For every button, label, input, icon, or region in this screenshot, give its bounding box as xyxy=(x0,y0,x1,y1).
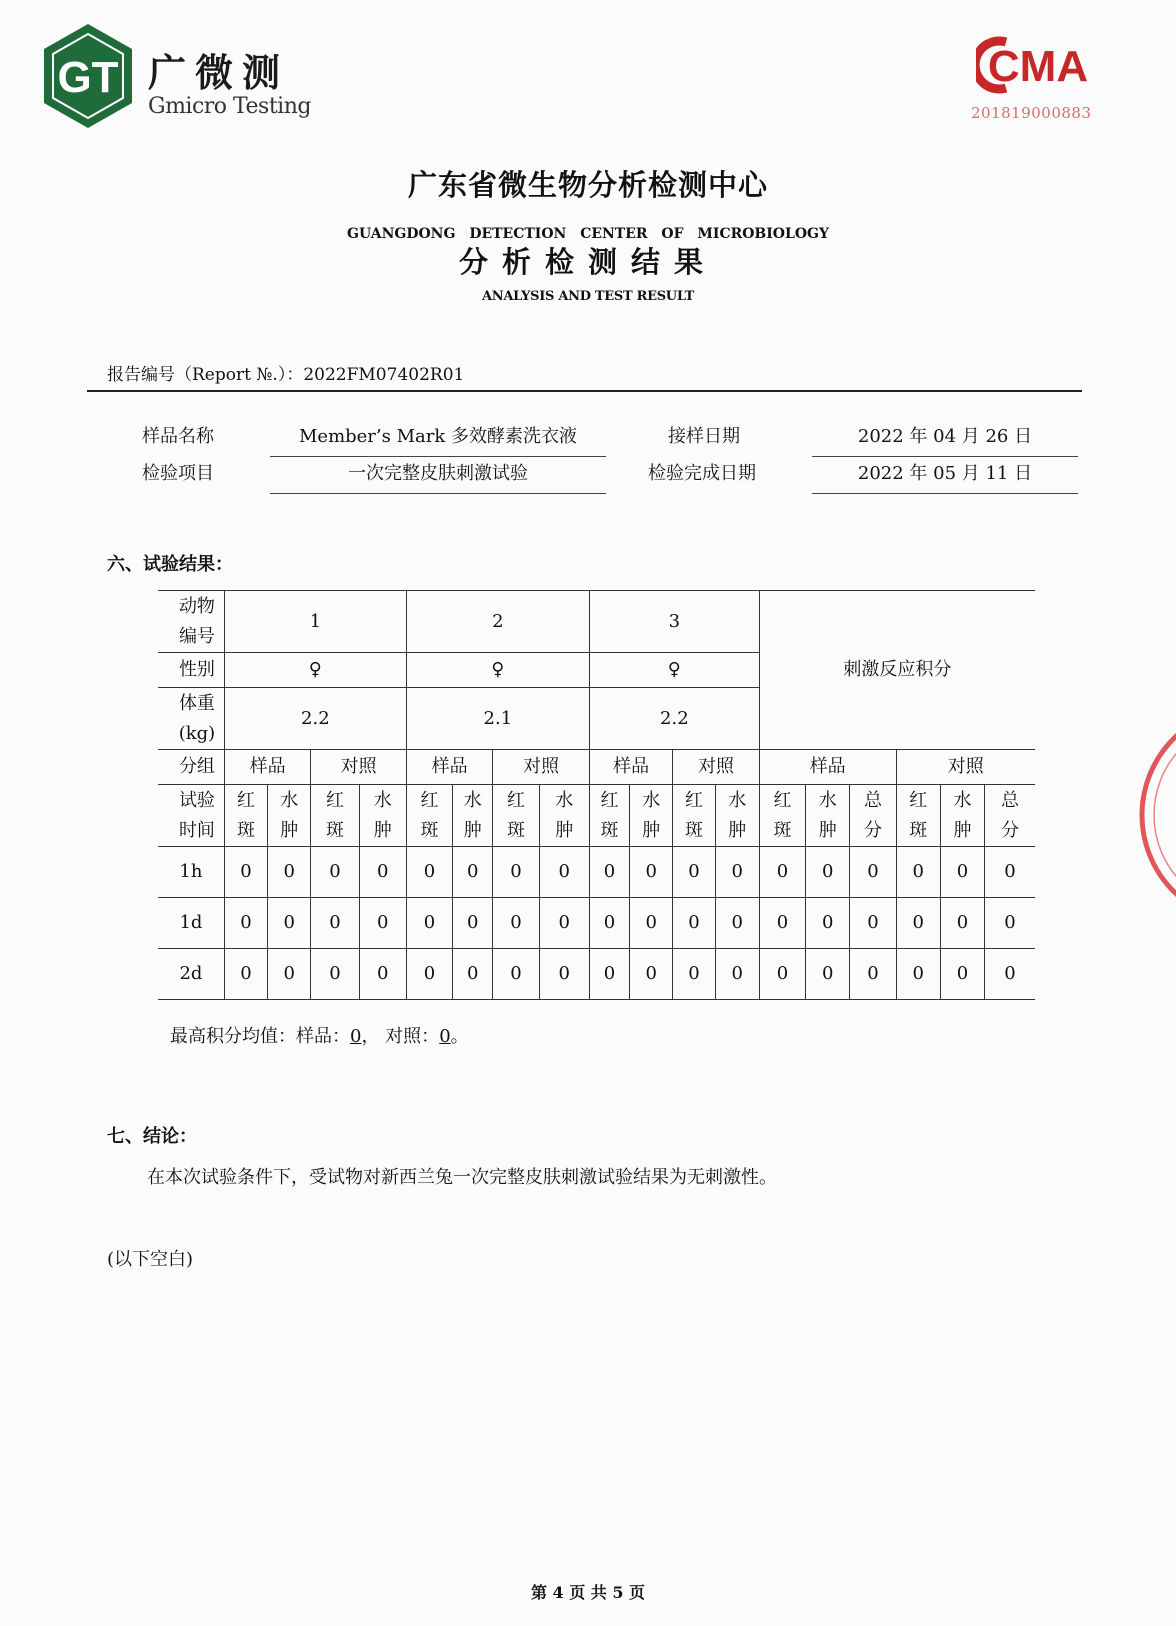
score-cell: 0 xyxy=(311,898,359,949)
score-cell: 0 xyxy=(759,847,805,898)
weight-cell: 2.2 xyxy=(589,688,759,750)
red-seal-stamp xyxy=(1120,700,1176,930)
seal-icon xyxy=(1120,700,1176,930)
score-cell: 0 xyxy=(985,949,1035,1000)
max-score-line xyxy=(170,1022,469,1048)
sample-name-value: Member’s Mark 多效酵素洗衣液 xyxy=(270,422,606,457)
score-cell: 0 xyxy=(673,898,715,949)
score-cell: 0 xyxy=(850,847,896,898)
score-cell: 0 xyxy=(850,898,896,949)
animal-no-cell: 3 xyxy=(589,591,759,653)
erythema-label: 红 斑 xyxy=(406,785,452,847)
score-cell: 0 xyxy=(806,949,850,1000)
max-score-mid: ， 对照： xyxy=(361,1026,440,1047)
group-control: 对照 xyxy=(311,750,407,785)
document-title-en: ANALYSIS AND TEST RESULT xyxy=(482,289,694,304)
conclusion-text: 在本次试验条件下，受试物对新西兰兔一次完整皮肤刺激试验结果为无刺激性。 xyxy=(147,1167,777,1188)
weight-label: 体重 (kg) xyxy=(158,688,224,750)
max-score-control: 0 xyxy=(439,1026,451,1047)
time-cell: 1d xyxy=(158,898,224,949)
score-cell: 0 xyxy=(673,949,715,1000)
report-number-label: 报告编号（Report №.）： xyxy=(107,365,304,385)
group-sample: 样品 xyxy=(759,750,896,785)
score-cell: 0 xyxy=(896,898,940,949)
test-item-value: 一次完整皮肤刺激试验 xyxy=(270,459,606,494)
cma-logo-text: CMA xyxy=(987,42,1088,91)
score-cell: 0 xyxy=(493,949,539,1000)
edema-label: 水 肿 xyxy=(453,785,493,847)
max-score-sample: 0 xyxy=(350,1026,362,1047)
edema-label: 水 肿 xyxy=(715,785,759,847)
score-cell: 0 xyxy=(896,847,940,898)
score-cell: 0 xyxy=(539,949,589,1000)
group-label: 分组 xyxy=(158,750,224,785)
results-heading: 六、试验结果： xyxy=(107,554,233,575)
center-title-en: GUANGDONG DETECTION CENTER OF MICROBIOLOGY xyxy=(347,226,829,242)
score-cell: 0 xyxy=(406,847,452,898)
subheader-row xyxy=(158,785,1035,847)
score-cell: 0 xyxy=(539,898,589,949)
sample-name-label: 样品名称 xyxy=(142,426,214,447)
score-cell: 0 xyxy=(850,949,896,1000)
weight-cell: 2.2 xyxy=(224,688,406,750)
edema-label: 水 肿 xyxy=(806,785,850,847)
score-cell: 0 xyxy=(359,898,406,949)
score-cell: 0 xyxy=(493,898,539,949)
gender-cell: ♀ xyxy=(224,653,406,688)
gender-cell: ♀ xyxy=(589,653,759,688)
score-cell: 0 xyxy=(896,949,940,1000)
score-cell: 0 xyxy=(359,847,406,898)
time-cell: 1h xyxy=(158,847,224,898)
total-label: 总 分 xyxy=(985,785,1035,847)
score-cell: 0 xyxy=(985,847,1035,898)
animal-no-cell: 2 xyxy=(406,591,589,653)
max-score-end: 。 xyxy=(450,1026,469,1047)
group-control: 对照 xyxy=(673,750,759,785)
score-cell: 0 xyxy=(268,898,311,949)
score-cell: 0 xyxy=(630,847,673,898)
score-cell: 0 xyxy=(985,898,1035,949)
time-label: 试验 时间 xyxy=(158,785,224,847)
score-cell: 0 xyxy=(406,898,452,949)
cma-mark xyxy=(968,34,1098,124)
weight-cell: 2.1 xyxy=(406,688,589,750)
score-cell: 0 xyxy=(453,847,493,898)
score-cell: 0 xyxy=(453,898,493,949)
edema-label: 水 肿 xyxy=(630,785,673,847)
report-number: 2022FM07402R01 xyxy=(303,365,465,385)
complete-date-value: 2022 年 05 月 11 日 xyxy=(812,459,1078,494)
logo-text: GT xyxy=(57,53,119,102)
score-cell: 0 xyxy=(359,949,406,1000)
score-cell: 0 xyxy=(759,949,805,1000)
time-cell: 2d xyxy=(158,949,224,1000)
total-label: 总 分 xyxy=(850,785,896,847)
gender-cell: ♀ xyxy=(406,653,589,688)
score-cell: 0 xyxy=(224,898,267,949)
group-sample: 样品 xyxy=(589,750,672,785)
erythema-label: 红 斑 xyxy=(493,785,539,847)
report-number-line xyxy=(107,360,464,385)
score-cell: 0 xyxy=(224,847,267,898)
erythema-label: 红 斑 xyxy=(589,785,629,847)
conclusion-heading: 七、结论： xyxy=(107,1126,197,1147)
brand-name-cn: 广微测 xyxy=(148,50,290,95)
edema-label: 水 肿 xyxy=(268,785,311,847)
erythema-label: 红 斑 xyxy=(759,785,805,847)
score-cell: 0 xyxy=(940,847,984,898)
score-cell: 0 xyxy=(806,847,850,898)
score-cell: 0 xyxy=(759,898,805,949)
score-cell: 0 xyxy=(589,898,629,949)
group-control: 对照 xyxy=(896,750,1035,785)
company-logo xyxy=(40,22,320,132)
animal-no-label: 动物 编号 xyxy=(158,591,224,653)
center-title: 广东省微生物分析检测中心 xyxy=(407,168,768,202)
score-cell: 0 xyxy=(940,949,984,1000)
score-cell: 0 xyxy=(589,949,629,1000)
page-number: 第 4 页 共 5 页 xyxy=(530,1583,646,1602)
table-row xyxy=(158,898,1035,949)
header-divider xyxy=(87,390,1082,392)
animal-no-cell: 1 xyxy=(224,591,406,653)
score-cell: 0 xyxy=(715,949,759,1000)
group-control: 对照 xyxy=(493,750,590,785)
table-row xyxy=(158,949,1035,1000)
score-cell: 0 xyxy=(715,898,759,949)
erythema-label: 红 斑 xyxy=(311,785,359,847)
group-sample: 样品 xyxy=(224,750,310,785)
score-cell: 0 xyxy=(268,949,311,1000)
receive-date-value: 2022 年 04 月 26 日 xyxy=(812,422,1078,457)
score-header: 刺激反应积分 xyxy=(759,591,1035,750)
gender-label: 性别 xyxy=(158,653,224,688)
complete-date-label: 检验完成日期 xyxy=(648,463,756,484)
score-cell: 0 xyxy=(224,949,267,1000)
erythema-label: 红 斑 xyxy=(224,785,267,847)
max-score-prefix: 最高积分均值：样品： xyxy=(170,1026,350,1047)
brand-name-en: Gmicro Testing xyxy=(148,94,311,119)
score-cell: 0 xyxy=(806,898,850,949)
score-cell: 0 xyxy=(311,847,359,898)
score-cell: 0 xyxy=(539,847,589,898)
table-row xyxy=(158,847,1035,898)
score-cell: 0 xyxy=(311,949,359,1000)
edema-label: 水 肿 xyxy=(539,785,589,847)
score-cell: 0 xyxy=(715,847,759,898)
score-cell: 0 xyxy=(673,847,715,898)
test-item-label: 检验项目 xyxy=(142,463,214,484)
score-cell: 0 xyxy=(406,949,452,1000)
score-cell: 0 xyxy=(940,898,984,949)
cma-logo-icon xyxy=(976,34,1088,96)
blank-note: (以下空白) xyxy=(107,1249,194,1270)
results-body xyxy=(158,847,1035,1000)
score-cell: 0 xyxy=(589,847,629,898)
cma-number: 201819000883 xyxy=(971,104,1092,122)
receive-date-label: 接样日期 xyxy=(668,426,740,447)
score-cell: 0 xyxy=(493,847,539,898)
gt-hexagon-icon xyxy=(40,22,136,130)
score-cell: 0 xyxy=(630,949,673,1000)
erythema-label: 红 斑 xyxy=(896,785,940,847)
score-cell: 0 xyxy=(453,949,493,1000)
score-cell: 0 xyxy=(268,847,311,898)
document-title: 分析检测结果 xyxy=(458,245,717,279)
results-table xyxy=(158,590,1035,1000)
erythema-label: 红 斑 xyxy=(673,785,715,847)
edema-label: 水 肿 xyxy=(359,785,406,847)
edema-label: 水 肿 xyxy=(940,785,984,847)
group-sample: 样品 xyxy=(406,750,492,785)
score-cell: 0 xyxy=(630,898,673,949)
